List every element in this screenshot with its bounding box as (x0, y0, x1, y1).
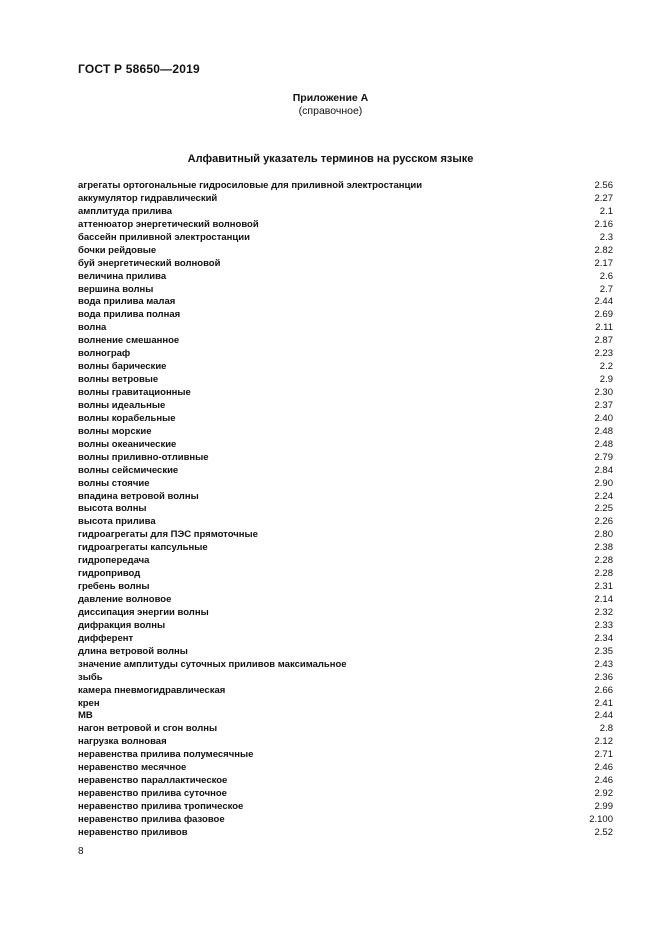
index-ref: 2.31 (594, 581, 613, 593)
index-term: волны стоячие (78, 477, 150, 489)
index-term: дифракция волны (78, 619, 166, 631)
index-ref: 2.38 (594, 542, 613, 554)
index-ref: 2.46 (594, 775, 613, 787)
index-entry (78, 555, 613, 568)
index-term: неравенство приливов (78, 826, 188, 838)
index-entry (78, 542, 613, 555)
index-ref: 2.84 (594, 464, 613, 476)
index-ref: 2.66 (594, 684, 613, 696)
index-ref: 2.87 (594, 335, 613, 347)
index-entry (78, 529, 613, 542)
index-entry (78, 698, 613, 711)
index-term: неравенства прилива полумесячные (78, 749, 254, 761)
index-ref: 2.100 (589, 813, 613, 825)
index-entry (78, 271, 613, 284)
index-entry (78, 491, 613, 504)
index-entry (78, 374, 613, 387)
index-term: волнение смешанное (78, 335, 180, 347)
index-entry (78, 685, 613, 698)
index-term: волны идеальные (78, 399, 166, 411)
index-entry (78, 762, 613, 775)
index-entry (78, 646, 613, 659)
term-index (78, 180, 613, 840)
index-ref: 2.25 (594, 503, 613, 515)
index-entry (78, 788, 613, 801)
index-term: волна (78, 322, 107, 334)
index-term: диссипация энергии волны (78, 606, 209, 618)
index-entry (78, 232, 613, 245)
index-ref: 2.69 (594, 309, 613, 321)
index-ref: 2.16 (594, 218, 613, 230)
index-ref: 2.80 (594, 529, 613, 541)
index-entry (78, 322, 613, 335)
index-term: вершина волны (78, 283, 154, 295)
index-entry (78, 245, 613, 258)
index-ref: 2.48 (594, 438, 613, 450)
index-ref: 2.44 (594, 296, 613, 308)
index-entry (78, 348, 613, 361)
index-ref: 2.48 (594, 425, 613, 437)
appendix-subtitle: (справочное) (298, 105, 363, 117)
index-entry (78, 387, 613, 400)
index-term: неравенство прилива суточное (78, 788, 227, 800)
index-entry (78, 296, 613, 309)
index-term: вода прилива полная (78, 309, 181, 321)
index-term: крен (78, 697, 100, 709)
index-ref: 2.17 (594, 257, 613, 269)
index-ref: 2.28 (594, 568, 613, 580)
index-entry (78, 193, 613, 206)
index-entry (78, 309, 613, 322)
index-ref: 2.11 (595, 322, 613, 334)
index-entry (78, 672, 613, 685)
index-ref: 2.56 (594, 180, 613, 191)
index-entry (78, 478, 613, 491)
index-term: гидроагрегаты для ПЭС прямоточные (78, 529, 258, 541)
index-entry (78, 775, 613, 788)
index-entry (78, 594, 613, 607)
index-ref: 2.44 (594, 710, 613, 722)
index-term: волны барические (78, 361, 167, 373)
index-entry (78, 749, 613, 762)
index-term: аккумулятор гидравлический (78, 192, 218, 204)
index-ref: 2.41 (594, 697, 613, 709)
index-ref: 2.46 (594, 762, 613, 774)
index-term: бочки рейдовые (78, 244, 157, 256)
index-ref: 2.35 (594, 645, 613, 657)
index-ref: 2.6 (599, 270, 613, 282)
index-term: дифферент (78, 632, 134, 644)
index-entry (78, 620, 613, 633)
index-term: гидроагрегаты капсульные (78, 542, 208, 554)
index-term: неравенство месячное (78, 762, 187, 774)
index-title: Алфавитный указатель терминов на русском языке (187, 153, 474, 165)
index-ref: 2.92 (594, 788, 613, 800)
index-ref: 2.40 (594, 412, 613, 424)
index-term: впадина ветровой волны (78, 490, 199, 502)
index-entry (78, 827, 613, 840)
index-entry (78, 607, 613, 620)
index-term: МВ (78, 710, 93, 722)
index-entry (78, 710, 613, 723)
index-term: величина прилива (78, 270, 167, 282)
index-ref: 2.99 (594, 801, 613, 812)
index-term: камера пневмогидравлическая (78, 684, 226, 696)
index-entry (78, 516, 613, 529)
index-term: неравенство прилива тропическое (78, 801, 244, 812)
index-ref: 2.71 (594, 749, 613, 761)
index-entry (78, 439, 613, 452)
index-term: неравенство прилива фазовое (78, 813, 225, 825)
index-entry (78, 568, 613, 581)
index-term: агрегаты ортогональные гидросиловые для приливной электростанции (78, 180, 423, 191)
index-entry (78, 465, 613, 478)
index-entry (78, 361, 613, 374)
index-ref: 2.43 (594, 658, 613, 670)
index-entry (78, 801, 613, 814)
index-term: гидропередача (78, 555, 150, 567)
index-ref: 2.52 (594, 826, 613, 838)
index-entry (78, 258, 613, 271)
index-term: волны сейсмические (78, 464, 179, 476)
index-ref: 2.14 (594, 594, 613, 605)
index-entry (78, 335, 613, 348)
index-entry (78, 633, 613, 646)
index-term: волны гравитационные (78, 387, 191, 398)
index-ref: 2.82 (594, 244, 613, 256)
index-entry (78, 426, 613, 439)
index-term: давление волновое (78, 594, 172, 605)
index-ref: 2.36 (594, 671, 613, 683)
index-entry (78, 180, 613, 193)
index-term: аттенюатор энергетический волновой (78, 218, 259, 230)
index-ref: 2.34 (594, 632, 613, 644)
index-ref: 2.79 (594, 451, 613, 463)
index-ref: 2.3 (599, 231, 613, 243)
index-ref: 2.12 (594, 736, 613, 748)
appendix-title: Приложение А (292, 92, 369, 104)
index-entry (78, 206, 613, 219)
index-term: бассейн приливной электростанции (78, 231, 250, 243)
index-ref: 2.7 (599, 283, 613, 295)
index-ref: 2.37 (594, 399, 613, 411)
index-term: нагрузка волновая (78, 736, 167, 748)
index-term: волны ветровые (78, 374, 159, 386)
index-ref: 2.26 (594, 516, 613, 528)
index-entry (78, 219, 613, 232)
index-term: волны приливно-отливные (78, 451, 209, 463)
index-ref: 2.27 (594, 192, 613, 204)
index-term: длина ветровой волны (78, 645, 188, 657)
index-entry (78, 413, 613, 426)
index-term: высота волны (78, 503, 147, 515)
index-ref: 2.90 (594, 477, 613, 489)
index-ref: 2.30 (594, 387, 613, 398)
index-ref: 2.28 (594, 555, 613, 567)
index-term: амплитуда прилива (78, 205, 173, 217)
index-term: гидропривод (78, 568, 141, 580)
index-term: буй энергетический волновой (78, 257, 221, 269)
index-term: вода прилива малая (78, 296, 176, 308)
index-term: волны океанические (78, 438, 177, 450)
index-term: высота прилива (78, 516, 156, 528)
index-term: нагон ветровой и сгон волны (78, 723, 218, 735)
index-term: волны корабельные (78, 412, 176, 424)
index-term: значение амплитуды суточных приливов максимальное (78, 658, 347, 670)
index-entry (78, 284, 613, 297)
index-ref: 2.9 (599, 374, 613, 386)
index-term: волнограф (78, 348, 131, 360)
index-entry (78, 723, 613, 736)
index-ref: 2.8 (599, 723, 613, 735)
index-term: зыбь (78, 671, 103, 683)
index-entry (78, 400, 613, 413)
index-ref: 2.32 (594, 606, 613, 618)
index-ref: 2.2 (599, 361, 613, 373)
index-entry (78, 503, 613, 516)
page-number: 8 (78, 846, 84, 857)
index-entry (78, 452, 613, 465)
index-ref: 2.23 (594, 348, 613, 360)
index-ref: 2.24 (594, 490, 613, 502)
index-ref: 2.1 (599, 205, 613, 217)
index-entry (78, 814, 613, 827)
index-entry (78, 659, 613, 672)
index-term: гребень волны (78, 581, 150, 593)
document-code: ГОСТ Р 58650—2019 (78, 62, 200, 76)
index-ref: 2.33 (594, 619, 613, 631)
index-term: неравенство параллактическое (78, 775, 228, 787)
index-term: волны морские (78, 425, 152, 437)
index-entry (78, 581, 613, 594)
appendix-heading (0, 92, 661, 118)
index-entry (78, 736, 613, 749)
